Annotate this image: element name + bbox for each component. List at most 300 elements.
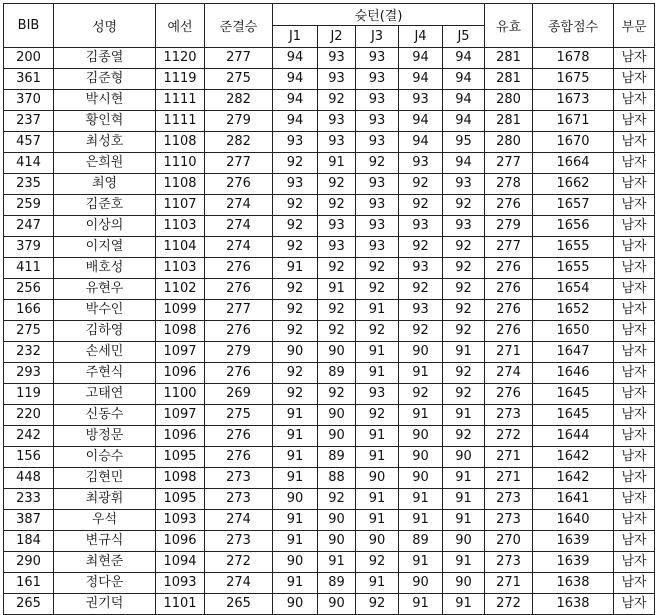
cell-division: 남자 xyxy=(614,48,655,69)
cell-name: 우석 xyxy=(54,510,156,531)
cell-prelim: 1111 xyxy=(156,111,205,132)
cell-valid: 271 xyxy=(485,447,533,468)
cell-j2: 89 xyxy=(318,363,356,384)
cell-semifinal: 265 xyxy=(205,594,273,615)
cell-j1: 92 xyxy=(273,363,318,384)
cell-division: 남자 xyxy=(614,594,655,615)
cell-division: 남자 xyxy=(614,258,655,279)
cell-bib: 370 xyxy=(4,90,54,111)
cell-j3: 93 xyxy=(356,195,399,216)
cell-j5: 95 xyxy=(443,132,485,153)
cell-j3: 92 xyxy=(356,279,399,300)
cell-prelim: 1098 xyxy=(156,321,205,342)
cell-total: 1662 xyxy=(533,174,614,195)
cell-j1: 92 xyxy=(273,384,318,405)
cell-j4: 94 xyxy=(399,111,443,132)
cell-semifinal: 276 xyxy=(205,321,273,342)
table-row xyxy=(4,447,655,468)
cell-total: 1657 xyxy=(533,195,614,216)
cell-name: 박수인 xyxy=(54,300,156,321)
cell-j2: 90 xyxy=(318,405,356,426)
cell-total: 1640 xyxy=(533,510,614,531)
cell-valid: 272 xyxy=(485,426,533,447)
cell-bib: 233 xyxy=(4,489,54,510)
cell-prelim: 1099 xyxy=(156,300,205,321)
cell-j2: 90 xyxy=(318,510,356,531)
cell-j3: 92 xyxy=(356,594,399,615)
cell-j1: 91 xyxy=(273,510,318,531)
cell-bib: 166 xyxy=(4,300,54,321)
cell-name: 이상의 xyxy=(54,216,156,237)
cell-j4: 92 xyxy=(399,384,443,405)
cell-j5: 92 xyxy=(443,426,485,447)
cell-bib: 457 xyxy=(4,132,54,153)
cell-valid: 273 xyxy=(485,405,533,426)
cell-name: 배호성 xyxy=(54,258,156,279)
cell-bib: 387 xyxy=(4,510,54,531)
cell-j2: 90 xyxy=(318,531,356,552)
cell-total: 1638 xyxy=(533,573,614,594)
table-row xyxy=(4,510,655,531)
cell-semifinal: 282 xyxy=(205,90,273,111)
cell-prelim: 1097 xyxy=(156,342,205,363)
cell-total: 1670 xyxy=(533,132,614,153)
cell-j5: 92 xyxy=(443,321,485,342)
cell-j2: 92 xyxy=(318,174,356,195)
cell-division: 남자 xyxy=(614,363,655,384)
cell-valid: 277 xyxy=(485,153,533,174)
cell-j1: 91 xyxy=(273,258,318,279)
cell-j4: 91 xyxy=(399,594,443,615)
header-j1: J1 xyxy=(273,26,318,48)
header-total: 종합점수 xyxy=(533,4,614,48)
table-row xyxy=(4,342,655,363)
header-semifinal: 준결승 xyxy=(205,4,273,48)
cell-total: 1664 xyxy=(533,153,614,174)
table-row xyxy=(4,279,655,300)
cell-name: 김하영 xyxy=(54,321,156,342)
cell-division: 남자 xyxy=(614,573,655,594)
cell-valid: 271 xyxy=(485,573,533,594)
cell-total: 1678 xyxy=(533,48,614,69)
table-row xyxy=(4,48,655,69)
cell-total: 1671 xyxy=(533,111,614,132)
cell-division: 남자 xyxy=(614,300,655,321)
cell-prelim: 1093 xyxy=(156,510,205,531)
table-row xyxy=(4,132,655,153)
cell-j1: 92 xyxy=(273,279,318,300)
cell-j2: 93 xyxy=(318,69,356,90)
cell-prelim: 1096 xyxy=(156,426,205,447)
cell-j2: 90 xyxy=(318,342,356,363)
cell-division: 남자 xyxy=(614,405,655,426)
cell-j2: 90 xyxy=(318,594,356,615)
cell-j3: 93 xyxy=(356,111,399,132)
cell-j5: 91 xyxy=(443,342,485,363)
cell-j5: 92 xyxy=(443,237,485,258)
cell-bib: 290 xyxy=(4,552,54,573)
cell-division: 남자 xyxy=(614,90,655,111)
cell-bib: 200 xyxy=(4,48,54,69)
cell-name: 김준호 xyxy=(54,195,156,216)
cell-semifinal: 274 xyxy=(205,573,273,594)
cell-semifinal: 277 xyxy=(205,300,273,321)
cell-total: 1646 xyxy=(533,363,614,384)
cell-semifinal: 272 xyxy=(205,552,273,573)
cell-j3: 91 xyxy=(356,363,399,384)
cell-j3: 93 xyxy=(356,48,399,69)
cell-division: 남자 xyxy=(614,552,655,573)
cell-j4: 93 xyxy=(399,153,443,174)
cell-division: 남자 xyxy=(614,237,655,258)
cell-j3: 92 xyxy=(356,258,399,279)
cell-bib: 411 xyxy=(4,258,54,279)
cell-j1: 92 xyxy=(273,195,318,216)
cell-name: 은희원 xyxy=(54,153,156,174)
cell-division: 남자 xyxy=(614,69,655,90)
cell-j5: 90 xyxy=(443,447,485,468)
header-j4: J4 xyxy=(399,26,443,48)
cell-j5: 91 xyxy=(443,594,485,615)
header-division: 부문 xyxy=(614,4,655,48)
table-row xyxy=(4,531,655,552)
cell-j4: 91 xyxy=(399,363,443,384)
cell-semifinal: 276 xyxy=(205,258,273,279)
cell-prelim: 1101 xyxy=(156,594,205,615)
cell-name: 최광휘 xyxy=(54,489,156,510)
cell-j1: 92 xyxy=(273,321,318,342)
cell-bib: 259 xyxy=(4,195,54,216)
cell-valid: 273 xyxy=(485,489,533,510)
cell-division: 남자 xyxy=(614,132,655,153)
cell-j2: 91 xyxy=(318,153,356,174)
cell-j5: 93 xyxy=(443,216,485,237)
cell-j5: 90 xyxy=(443,573,485,594)
cell-j1: 91 xyxy=(273,426,318,447)
cell-prelim: 1120 xyxy=(156,48,205,69)
cell-j1: 92 xyxy=(273,237,318,258)
cell-prelim: 1095 xyxy=(156,489,205,510)
cell-j1: 94 xyxy=(273,90,318,111)
cell-j5: 94 xyxy=(443,153,485,174)
table-row xyxy=(4,426,655,447)
cell-semifinal: 276 xyxy=(205,279,273,300)
cell-j5: 91 xyxy=(443,510,485,531)
cell-j5: 92 xyxy=(443,300,485,321)
cell-name: 고태연 xyxy=(54,384,156,405)
cell-bib: 161 xyxy=(4,573,54,594)
cell-j1: 92 xyxy=(273,216,318,237)
cell-j4: 92 xyxy=(399,195,443,216)
cell-j3: 92 xyxy=(356,321,399,342)
cell-j1: 94 xyxy=(273,69,318,90)
table-row xyxy=(4,90,655,111)
cell-prelim: 1107 xyxy=(156,195,205,216)
cell-j4: 91 xyxy=(399,552,443,573)
cell-valid: 276 xyxy=(485,321,533,342)
cell-bib: 414 xyxy=(4,153,54,174)
cell-j2: 92 xyxy=(318,90,356,111)
table-row xyxy=(4,216,655,237)
cell-j5: 91 xyxy=(443,552,485,573)
cell-j2: 90 xyxy=(318,426,356,447)
cell-semifinal: 273 xyxy=(205,531,273,552)
cell-j4: 93 xyxy=(399,300,443,321)
cell-j4: 92 xyxy=(399,321,443,342)
cell-bib: 247 xyxy=(4,216,54,237)
table-header xyxy=(4,4,655,48)
cell-semifinal: 274 xyxy=(205,510,273,531)
cell-total: 1639 xyxy=(533,531,614,552)
cell-semifinal: 274 xyxy=(205,237,273,258)
cell-j2: 93 xyxy=(318,48,356,69)
cell-prelim: 1110 xyxy=(156,153,205,174)
cell-semifinal: 274 xyxy=(205,216,273,237)
cell-name: 김현민 xyxy=(54,468,156,489)
cell-division: 남자 xyxy=(614,279,655,300)
cell-j4: 91 xyxy=(399,489,443,510)
cell-j3: 92 xyxy=(356,405,399,426)
cell-semifinal: 269 xyxy=(205,384,273,405)
cell-j1: 90 xyxy=(273,342,318,363)
cell-j4: 90 xyxy=(399,573,443,594)
cell-j1: 94 xyxy=(273,48,318,69)
cell-valid: 274 xyxy=(485,363,533,384)
cell-total: 1645 xyxy=(533,405,614,426)
cell-name: 이승수 xyxy=(54,447,156,468)
cell-total: 1642 xyxy=(533,447,614,468)
cell-bib: 119 xyxy=(4,384,54,405)
cell-j4: 94 xyxy=(399,69,443,90)
cell-valid: 276 xyxy=(485,195,533,216)
cell-division: 남자 xyxy=(614,489,655,510)
cell-prelim: 1111 xyxy=(156,90,205,111)
cell-total: 1639 xyxy=(533,552,614,573)
cell-j4: 91 xyxy=(399,405,443,426)
cell-valid: 270 xyxy=(485,531,533,552)
cell-j4: 94 xyxy=(399,132,443,153)
cell-name: 권기덕 xyxy=(54,594,156,615)
cell-j5: 94 xyxy=(443,111,485,132)
cell-semifinal: 274 xyxy=(205,195,273,216)
cell-division: 남자 xyxy=(614,216,655,237)
cell-j2: 88 xyxy=(318,468,356,489)
cell-j5: 90 xyxy=(443,531,485,552)
table-row xyxy=(4,384,655,405)
table-row xyxy=(4,594,655,615)
cell-bib: 379 xyxy=(4,237,54,258)
table-row xyxy=(4,195,655,216)
cell-bib: 448 xyxy=(4,468,54,489)
cell-j4: 90 xyxy=(399,342,443,363)
header-j3: J3 xyxy=(356,26,399,48)
cell-division: 남자 xyxy=(614,531,655,552)
cell-bib: 275 xyxy=(4,321,54,342)
cell-division: 남자 xyxy=(614,426,655,447)
table-row xyxy=(4,405,655,426)
table-row xyxy=(4,552,655,573)
cell-prelim: 1096 xyxy=(156,363,205,384)
cell-j2: 91 xyxy=(318,552,356,573)
cell-j4: 91 xyxy=(399,510,443,531)
cell-j5: 94 xyxy=(443,90,485,111)
table-body xyxy=(4,48,655,615)
table-row xyxy=(4,573,655,594)
cell-name: 김준형 xyxy=(54,69,156,90)
cell-bib: 242 xyxy=(4,426,54,447)
cell-valid: 276 xyxy=(485,279,533,300)
cell-j4: 93 xyxy=(399,258,443,279)
cell-j1: 92 xyxy=(273,300,318,321)
cell-j3: 91 xyxy=(356,426,399,447)
header-name: 성명 xyxy=(54,4,156,48)
cell-prelim: 1103 xyxy=(156,258,205,279)
cell-bib: 237 xyxy=(4,111,54,132)
table-row xyxy=(4,153,655,174)
cell-bib: 220 xyxy=(4,405,54,426)
cell-semifinal: 277 xyxy=(205,153,273,174)
cell-division: 남자 xyxy=(614,111,655,132)
cell-name: 최영 xyxy=(54,174,156,195)
cell-name: 최현준 xyxy=(54,552,156,573)
cell-division: 남자 xyxy=(614,195,655,216)
cell-total: 1642 xyxy=(533,468,614,489)
cell-j4: 94 xyxy=(399,48,443,69)
cell-valid: 280 xyxy=(485,90,533,111)
cell-j4: 92 xyxy=(399,174,443,195)
cell-j3: 93 xyxy=(356,90,399,111)
cell-j4: 92 xyxy=(399,237,443,258)
cell-j3: 91 xyxy=(356,300,399,321)
table-row xyxy=(4,489,655,510)
cell-valid: 281 xyxy=(485,69,533,90)
cell-j4: 93 xyxy=(399,216,443,237)
cell-j3: 91 xyxy=(356,489,399,510)
cell-j2: 89 xyxy=(318,447,356,468)
cell-j5: 94 xyxy=(443,48,485,69)
cell-j4: 89 xyxy=(399,531,443,552)
cell-j1: 94 xyxy=(273,111,318,132)
header-bib: BIB xyxy=(4,4,54,48)
cell-j3: 91 xyxy=(356,510,399,531)
cell-total: 1645 xyxy=(533,384,614,405)
cell-total: 1655 xyxy=(533,237,614,258)
cell-j2: 93 xyxy=(318,216,356,237)
cell-semifinal: 282 xyxy=(205,132,273,153)
cell-semifinal: 273 xyxy=(205,489,273,510)
cell-prelim: 1097 xyxy=(156,405,205,426)
cell-j5: 93 xyxy=(443,174,485,195)
cell-division: 남자 xyxy=(614,510,655,531)
cell-valid: 271 xyxy=(485,468,533,489)
cell-bib: 184 xyxy=(4,531,54,552)
cell-j3: 93 xyxy=(356,69,399,90)
cell-valid: 276 xyxy=(485,258,533,279)
cell-bib: 293 xyxy=(4,363,54,384)
cell-total: 1641 xyxy=(533,489,614,510)
table-row xyxy=(4,237,655,258)
cell-j5: 91 xyxy=(443,405,485,426)
cell-semifinal: 273 xyxy=(205,468,273,489)
table-row xyxy=(4,363,655,384)
cell-name: 유현우 xyxy=(54,279,156,300)
cell-valid: 273 xyxy=(485,510,533,531)
cell-division: 남자 xyxy=(614,468,655,489)
cell-j2: 93 xyxy=(318,132,356,153)
cell-semifinal: 277 xyxy=(205,48,273,69)
cell-total: 1673 xyxy=(533,90,614,111)
cell-total: 1644 xyxy=(533,426,614,447)
cell-total: 1675 xyxy=(533,69,614,90)
cell-name: 이지열 xyxy=(54,237,156,258)
cell-total: 1650 xyxy=(533,321,614,342)
cell-semifinal: 275 xyxy=(205,405,273,426)
cell-total: 1652 xyxy=(533,300,614,321)
header-shootoff-group: 슛턴(결) xyxy=(273,4,485,26)
cell-j3: 93 xyxy=(356,237,399,258)
cell-j5: 91 xyxy=(443,489,485,510)
cell-bib: 156 xyxy=(4,447,54,468)
cell-j1: 90 xyxy=(273,489,318,510)
cell-j1: 92 xyxy=(273,153,318,174)
cell-semifinal: 279 xyxy=(205,111,273,132)
cell-j1: 91 xyxy=(273,531,318,552)
cell-j2: 89 xyxy=(318,573,356,594)
cell-j3: 91 xyxy=(356,447,399,468)
cell-valid: 273 xyxy=(485,552,533,573)
cell-semifinal: 275 xyxy=(205,69,273,90)
cell-division: 남자 xyxy=(614,447,655,468)
table-row xyxy=(4,258,655,279)
cell-division: 남자 xyxy=(614,174,655,195)
cell-j5: 92 xyxy=(443,363,485,384)
table-row xyxy=(4,174,655,195)
cell-j3: 92 xyxy=(356,552,399,573)
cell-total: 1647 xyxy=(533,342,614,363)
cell-valid: 281 xyxy=(485,111,533,132)
cell-j3: 92 xyxy=(356,153,399,174)
header-valid: 유효 xyxy=(485,4,533,48)
cell-valid: 272 xyxy=(485,594,533,615)
cell-prelim: 1108 xyxy=(156,174,205,195)
cell-prelim: 1093 xyxy=(156,573,205,594)
cell-j5: 92 xyxy=(443,384,485,405)
cell-name: 변규식 xyxy=(54,531,156,552)
cell-bib: 361 xyxy=(4,69,54,90)
table-row xyxy=(4,111,655,132)
table-row xyxy=(4,69,655,90)
header-j2: J2 xyxy=(318,26,356,48)
header-prelim: 예선 xyxy=(156,4,205,48)
table-row xyxy=(4,468,655,489)
cell-j2: 92 xyxy=(318,489,356,510)
cell-division: 남자 xyxy=(614,384,655,405)
header-j5: J5 xyxy=(443,26,485,48)
cell-j1: 90 xyxy=(273,552,318,573)
cell-name: 정다운 xyxy=(54,573,156,594)
cell-division: 남자 xyxy=(614,342,655,363)
cell-j2: 93 xyxy=(318,237,356,258)
cell-semifinal: 276 xyxy=(205,447,273,468)
cell-valid: 278 xyxy=(485,174,533,195)
cell-division: 남자 xyxy=(614,153,655,174)
cell-j1: 90 xyxy=(273,594,318,615)
cell-j5: 91 xyxy=(443,468,485,489)
cell-name: 주현식 xyxy=(54,363,156,384)
results-table xyxy=(3,3,655,615)
cell-j2: 93 xyxy=(318,111,356,132)
cell-j5: 94 xyxy=(443,69,485,90)
